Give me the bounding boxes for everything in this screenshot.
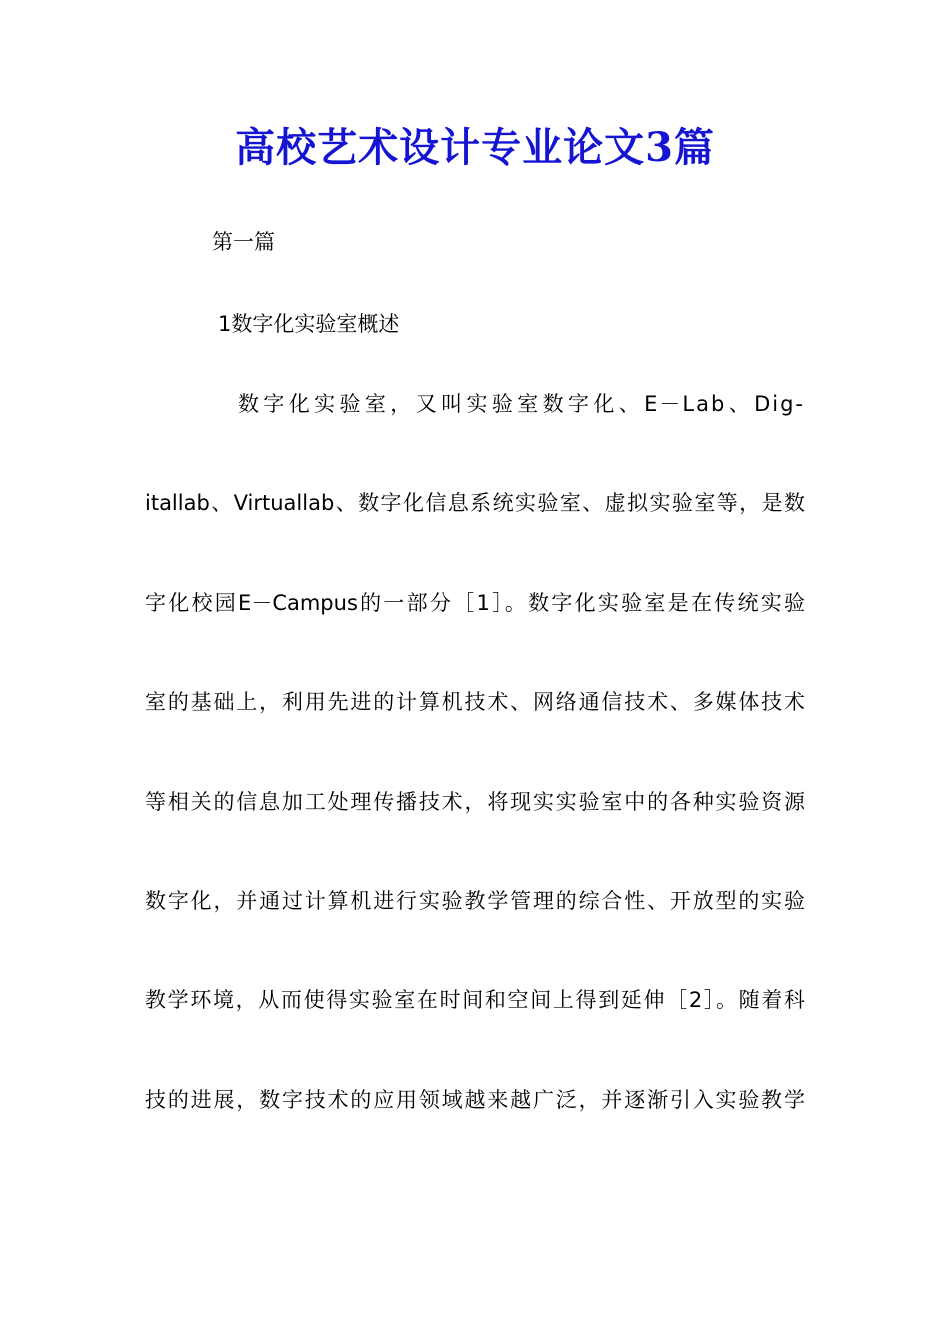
- document-title: 高校艺术设计专业论文3篇: [235, 124, 715, 171]
- paragraph-line: 等相关的信息加工处理传播技术，将现实实验室中的各种实验资源: [145, 790, 805, 814]
- paragraph-line: 室的基础上，利用先进的计算机技术、网络通信技术、多媒体技术: [145, 690, 805, 714]
- paragraph-line: 数字化，并通过计算机进行实验教学管理的综合性、开放型的实验: [145, 889, 805, 913]
- paragraph-line: 数字化实验室，又叫实验室数字化、E－Lab、Dig-: [238, 392, 805, 416]
- part-label: 第一篇: [212, 230, 275, 254]
- paragraph-line: 字化校园E－Campus的一部分［1］。数字化实验室是在传统实验: [145, 591, 805, 615]
- section-heading: 1数字化实验室概述: [218, 312, 400, 336]
- paragraph-line: itallab、Virtuallab、数字化信息系统实验室、虚拟实验室等，是数: [145, 491, 805, 515]
- paragraph-line: 教学环境，从而使得实验室在时间和空间上得到延伸［2］。随着科: [145, 988, 805, 1012]
- paragraph-line: 技的进展，数字技术的应用领域越来越广泛，并逐渐引入实验教学: [145, 1088, 805, 1112]
